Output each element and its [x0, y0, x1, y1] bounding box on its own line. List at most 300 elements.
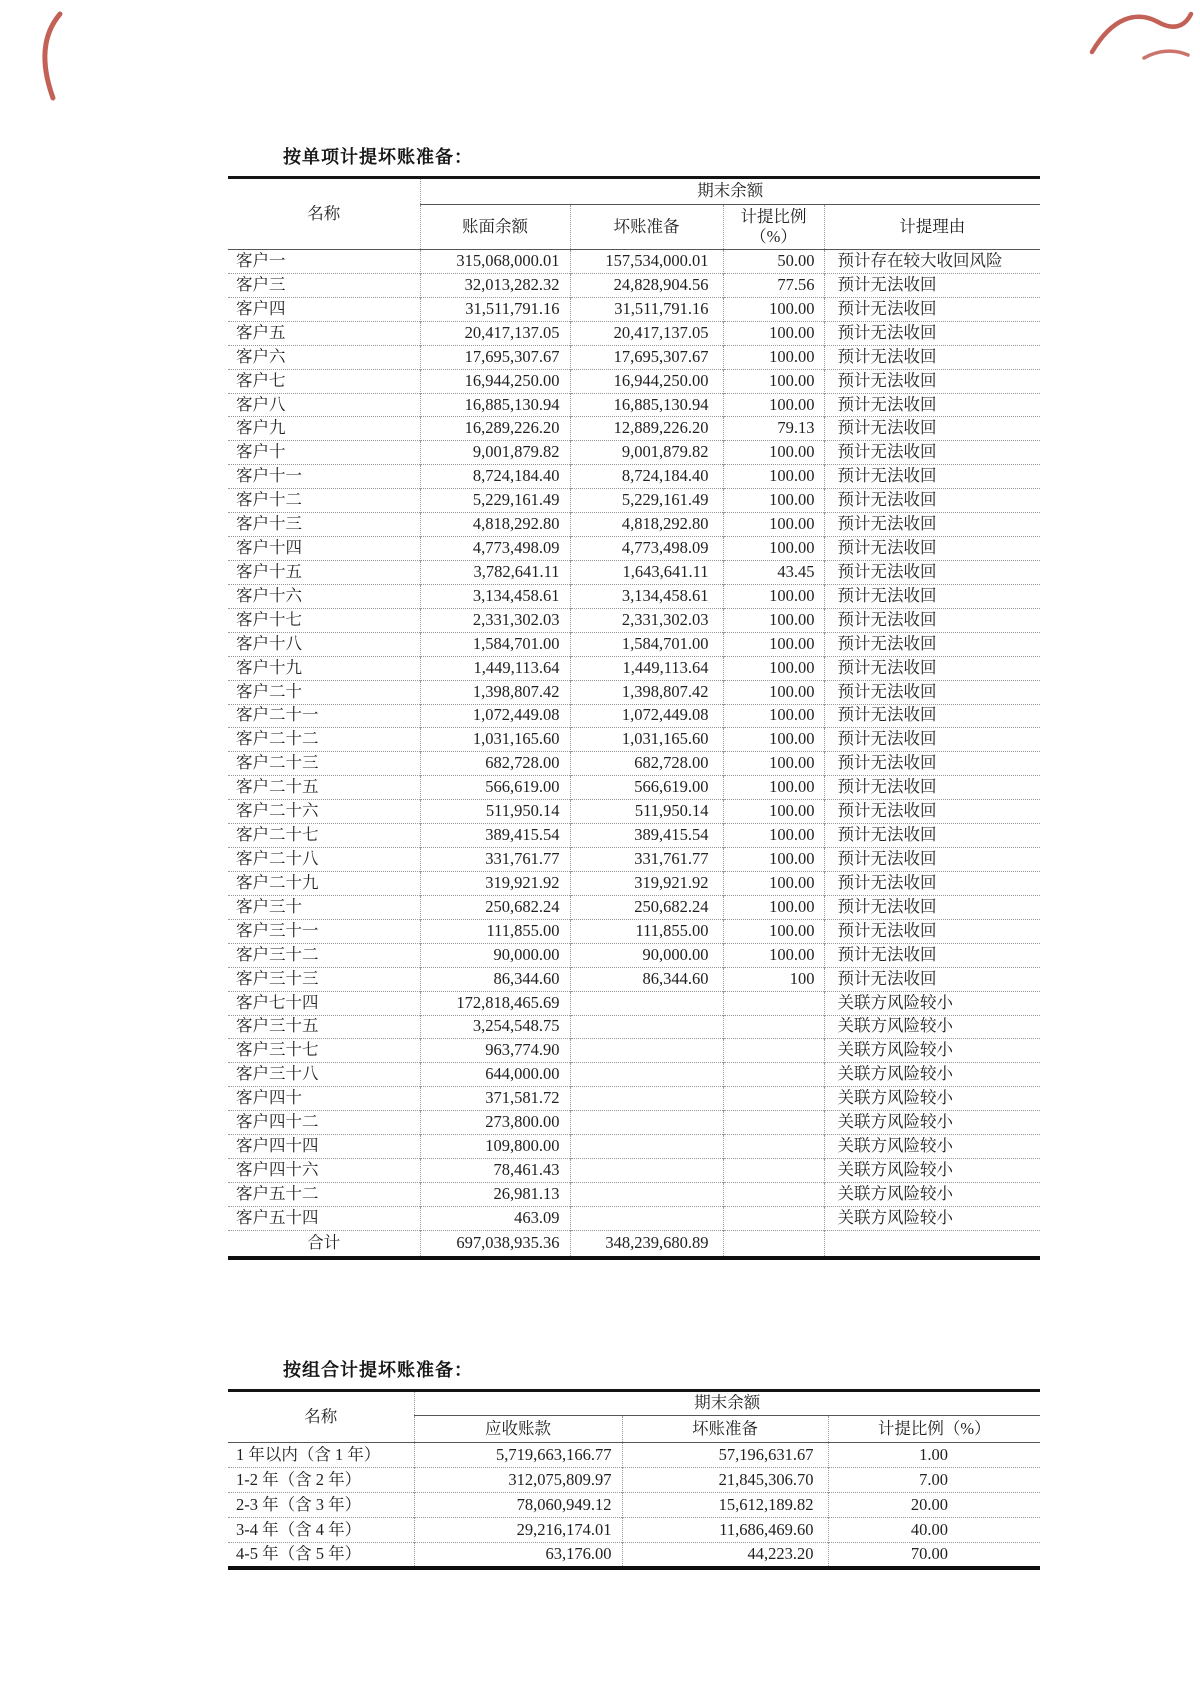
bad-debt-provision-cell: 17,695,307.67: [570, 345, 723, 369]
bad-debt-provision-cell: 31,511,791.16: [570, 297, 723, 321]
col-header-period-end-balance: 期末余额: [420, 178, 1040, 205]
customer-row: [228, 489, 1040, 513]
bad-debt-provision-cell: 3,134,458.61: [570, 584, 723, 608]
provision-reason-cell: 预计无法收回: [824, 943, 1040, 967]
customer-name-cell: 客户二十五: [228, 776, 420, 800]
bad-debt-provision-cell: 1,398,807.42: [570, 680, 723, 704]
bad-debt-provision-cell: [570, 991, 723, 1015]
bad-debt-provision-cell: 8,724,184.40: [570, 465, 723, 489]
customer-name-cell: 客户二十三: [228, 752, 420, 776]
bad-debt-provision-cell-2: 11,686,469.60: [622, 1518, 828, 1543]
book-balance-cell: 86,344.60: [420, 967, 570, 991]
customer-row: [228, 417, 1040, 441]
provision-ratio-cell: 100.00: [723, 632, 824, 656]
customer-row: [228, 1135, 1040, 1159]
provision-reason-cell: 预计无法收回: [824, 321, 1040, 345]
bad-debt-provision-cell: 566,619.00: [570, 776, 723, 800]
provision-ratio-cell: 100.00: [723, 537, 824, 561]
book-balance-cell: 319,921.92: [420, 871, 570, 895]
provision-reason-cell: 预计无法收回: [824, 537, 1040, 561]
customer-name-cell: 客户三十七: [228, 1039, 420, 1063]
book-balance-cell: 389,415.54: [420, 824, 570, 848]
bad-debt-provision-cell: 12,889,226.20: [570, 417, 723, 441]
provision-ratio-cell: 79.13: [723, 417, 824, 441]
book-balance-cell: 463.09: [420, 1206, 570, 1230]
customer-name-cell: 客户五十二: [228, 1182, 420, 1206]
provision-reason-cell: 预计无法收回: [824, 919, 1040, 943]
customer-row: [228, 1206, 1040, 1230]
book-balance-cell: 4,818,292.80: [420, 513, 570, 537]
provision-reason-cell: 预计无法收回: [824, 417, 1040, 441]
provision-reason-cell: 预计存在较大收回风险: [824, 250, 1040, 274]
customer-name-cell: 客户十: [228, 441, 420, 465]
provision-reason-cell: 关联方风险较小: [824, 1159, 1040, 1183]
provision-ratio-cell: [723, 1111, 824, 1135]
book-balance-cell: 566,619.00: [420, 776, 570, 800]
provision-ratio-cell: [723, 1039, 824, 1063]
book-balance-cell: 31,511,791.16: [420, 297, 570, 321]
customer-name-cell: 客户一: [228, 250, 420, 274]
book-balance-cell: 371,581.72: [420, 1087, 570, 1111]
provision-reason-cell: 预计无法收回: [824, 728, 1040, 752]
book-balance-cell: 250,682.24: [420, 895, 570, 919]
customer-name-cell: 客户十一: [228, 465, 420, 489]
provision-ratio-cell: 100.00: [723, 871, 824, 895]
provision-reason-cell: 预计无法收回: [824, 776, 1040, 800]
book-balance-cell: 3,254,548.75: [420, 1015, 570, 1039]
book-balance-cell: 644,000.00: [420, 1063, 570, 1087]
provision-ratio-cell: 100.00: [723, 465, 824, 489]
provision-reason-cell: 关联方风险较小: [824, 1135, 1040, 1159]
col-header-bad-debt-provision-2: 坏账准备: [622, 1416, 828, 1443]
provision-ratio-cell-2: 70.00: [828, 1543, 1040, 1568]
customer-row: [228, 967, 1040, 991]
bad-debt-provision-cell: 5,229,161.49: [570, 489, 723, 513]
customer-row: [228, 297, 1040, 321]
book-balance-cell: 682,728.00: [420, 752, 570, 776]
book-balance-cell: 26,981.13: [420, 1182, 570, 1206]
col-header-bad-debt-provision: 坏账准备: [570, 205, 723, 250]
bad-debt-provision-cell: 511,950.14: [570, 800, 723, 824]
individual-provision-table: [228, 176, 1040, 1260]
customer-name-cell: 客户十五: [228, 560, 420, 584]
customer-name-cell: 客户三十三: [228, 967, 420, 991]
provision-ratio-cell: 100.00: [723, 848, 824, 872]
customer-row: [228, 345, 1040, 369]
book-balance-cell: 78,461.43: [420, 1159, 570, 1183]
provision-ratio-cell: 43.45: [723, 560, 824, 584]
customer-row: [228, 656, 1040, 680]
provision-reason-cell: 预计无法收回: [824, 704, 1040, 728]
book-balance-cell: 1,449,113.64: [420, 656, 570, 680]
provision-ratio-cell: 100.00: [723, 608, 824, 632]
customer-name-cell: 客户二十九: [228, 871, 420, 895]
provision-ratio-cell: 100.00: [723, 393, 824, 417]
customer-row: [228, 1063, 1040, 1087]
provision-ratio-cell: 100.00: [723, 584, 824, 608]
provision-ratio-label-line1: 计提比例: [740, 207, 807, 227]
provision-ratio-cell-2: 20.00: [828, 1493, 1040, 1518]
customer-row: [228, 560, 1040, 584]
provision-ratio-cell: 100.00: [723, 489, 824, 513]
provision-ratio-cell: 100.00: [723, 728, 824, 752]
book-balance-cell: 315,068,000.01: [420, 250, 570, 274]
customer-row: [228, 537, 1040, 561]
provision-reason-cell: 关联方风险较小: [824, 1206, 1040, 1230]
aging-bucket-row: [228, 1543, 1040, 1568]
provision-reason-cell: 预计无法收回: [824, 895, 1040, 919]
provision-reason-cell: 预计无法收回: [824, 345, 1040, 369]
customer-name-cell: 客户二十七: [228, 824, 420, 848]
customer-row: [228, 848, 1040, 872]
provision-reason-cell: 预计无法收回: [824, 369, 1040, 393]
customer-name-cell: 客户三十一: [228, 919, 420, 943]
provision-ratio-cell: 100.00: [723, 321, 824, 345]
provision-reason-cell: 预计无法收回: [824, 800, 1040, 824]
col-header-provision-ratio: [723, 205, 824, 250]
customer-row: [228, 680, 1040, 704]
total-bad-debt-provision-cell: 348,239,680.89: [570, 1230, 723, 1258]
bad-debt-provision-cell: [570, 1206, 723, 1230]
accounts-receivable-cell: 312,075,809.97: [414, 1468, 622, 1493]
customer-name-cell: 客户三十: [228, 895, 420, 919]
col-header-book-balance: 账面余额: [420, 205, 570, 250]
book-balance-cell: 16,885,130.94: [420, 393, 570, 417]
provision-ratio-cell: 100.00: [723, 776, 824, 800]
bad-debt-provision-cell: [570, 1111, 723, 1135]
provision-ratio-cell: [723, 1135, 824, 1159]
provision-reason-cell: 关联方风险较小: [824, 1039, 1040, 1063]
book-balance-cell: 273,800.00: [420, 1111, 570, 1135]
customer-name-cell: 客户三十八: [228, 1063, 420, 1087]
bad-debt-provision-cell: 20,417,137.05: [570, 321, 723, 345]
provision-ratio-cell: 100.00: [723, 943, 824, 967]
bad-debt-provision-cell-2: 15,612,189.82: [622, 1493, 828, 1518]
col-header-aging-name: 名称: [228, 1391, 414, 1443]
customer-row: [228, 895, 1040, 919]
accounts-receivable-cell: 63,176.00: [414, 1543, 622, 1568]
aging-bucket-name-cell: 1 年以内（含 1 年）: [228, 1443, 414, 1468]
customer-name-cell: 客户四十: [228, 1087, 420, 1111]
customer-name-cell: 客户五十四: [228, 1206, 420, 1230]
provision-reason-cell: 预计无法收回: [824, 393, 1040, 417]
provision-ratio-cell-2: 40.00: [828, 1518, 1040, 1543]
bad-debt-provision-cell: 1,072,449.08: [570, 704, 723, 728]
bad-debt-provision-cell: 1,449,113.64: [570, 656, 723, 680]
provision-ratio-cell: 100.00: [723, 680, 824, 704]
provision-reason-cell: 预计无法收回: [824, 465, 1040, 489]
book-balance-cell: 109,800.00: [420, 1135, 570, 1159]
provision-ratio-cell: 100.00: [723, 656, 824, 680]
customer-name-cell: 客户十九: [228, 656, 420, 680]
customer-row: [228, 943, 1040, 967]
book-balance-cell: 1,072,449.08: [420, 704, 570, 728]
aging-bucket-row: [228, 1493, 1040, 1518]
provision-ratio-cell: 77.56: [723, 273, 824, 297]
provision-reason-cell: 预计无法收回: [824, 297, 1040, 321]
provision-reason-cell: 关联方风险较小: [824, 1015, 1040, 1039]
customer-row: [228, 752, 1040, 776]
col-header-provision-reason: 计提理由: [824, 205, 1040, 250]
provision-reason-cell: 预计无法收回: [824, 656, 1040, 680]
book-balance-cell: 331,761.77: [420, 848, 570, 872]
customer-name-cell: 客户十六: [228, 584, 420, 608]
aging-bucket-name-cell: 3-4 年（含 4 年）: [228, 1518, 414, 1543]
provision-ratio-cell: [723, 1159, 824, 1183]
section-title-individual-provision: 按单项计提坏账准备：: [283, 147, 473, 167]
customer-row: [228, 273, 1040, 297]
table1-header: [228, 178, 1040, 250]
customer-name-cell: 客户二十六: [228, 800, 420, 824]
provision-reason-cell: 预计无法收回: [824, 608, 1040, 632]
page-content: [228, 143, 1040, 1570]
bad-debt-provision-cell: 389,415.54: [570, 824, 723, 848]
total-row: [228, 1230, 1040, 1258]
bad-debt-provision-cell: 86,344.60: [570, 967, 723, 991]
bad-debt-provision-cell: 16,885,130.94: [570, 393, 723, 417]
provision-ratio-cell: 100.00: [723, 369, 824, 393]
customer-name-cell: 客户五: [228, 321, 420, 345]
col-header-accounts-receivable: 应收账款: [414, 1416, 622, 1443]
book-balance-cell: 963,774.90: [420, 1039, 570, 1063]
provision-reason-cell: 预计无法收回: [824, 752, 1040, 776]
provision-ratio-cell: [723, 1015, 824, 1039]
book-balance-cell: 32,013,282.32: [420, 273, 570, 297]
bad-debt-provision-cell: 682,728.00: [570, 752, 723, 776]
customer-name-cell: 客户十二: [228, 489, 420, 513]
accounts-receivable-cell: 5,719,663,166.77: [414, 1443, 622, 1468]
provision-ratio-cell: 100.00: [723, 895, 824, 919]
customer-row: [228, 632, 1040, 656]
book-balance-cell: 511,950.14: [420, 800, 570, 824]
provision-ratio-cell: 100.00: [723, 441, 824, 465]
book-balance-cell: 111,855.00: [420, 919, 570, 943]
provision-ratio-cell: [723, 1182, 824, 1206]
customer-name-cell: 客户十三: [228, 513, 420, 537]
aging-bucket-row: [228, 1468, 1040, 1493]
bad-debt-provision-cell-2: 21,845,306.70: [622, 1468, 828, 1493]
customer-row: [228, 465, 1040, 489]
aging-bucket-name-cell: 2-3 年（含 3 年）: [228, 1493, 414, 1518]
bad-debt-provision-cell: 4,773,498.09: [570, 537, 723, 561]
customer-name-cell: 客户二十一: [228, 704, 420, 728]
bad-debt-provision-cell: 9,001,879.82: [570, 441, 723, 465]
customer-name-cell: 客户十七: [228, 608, 420, 632]
customer-name-cell: 客户二十: [228, 680, 420, 704]
provision-reason-cell: 预计无法收回: [824, 489, 1040, 513]
provision-reason-cell: 预计无法收回: [824, 632, 1040, 656]
customer-name-cell: 客户十四: [228, 537, 420, 561]
aging-bucket-row: [228, 1443, 1040, 1468]
customer-row: [228, 1111, 1040, 1135]
customer-name-cell: 客户六: [228, 345, 420, 369]
provision-reason-cell: 关联方风险较小: [824, 1063, 1040, 1087]
customer-row: [228, 800, 1040, 824]
book-balance-cell: 16,289,226.20: [420, 417, 570, 441]
book-balance-cell: 5,229,161.49: [420, 489, 570, 513]
col-header-name: 名称: [228, 178, 420, 250]
customer-row: [228, 250, 1040, 274]
customer-row: [228, 871, 1040, 895]
total-book-balance-cell: 697,038,935.36: [420, 1230, 570, 1258]
book-balance-cell: 4,773,498.09: [420, 537, 570, 561]
bad-debt-provision-cell: 1,643,641.11: [570, 560, 723, 584]
accounts-receivable-cell: 29,216,174.01: [414, 1518, 622, 1543]
bad-debt-provision-cell-2: 57,196,631.67: [622, 1443, 828, 1468]
provision-reason-cell: 预计无法收回: [824, 680, 1040, 704]
customer-row: [228, 1159, 1040, 1183]
table2-header-row-1: [228, 1391, 1040, 1416]
book-balance-cell: 16,944,250.00: [420, 369, 570, 393]
provision-ratio-cell: 50.00: [723, 250, 824, 274]
provision-ratio-cell-2: 1.00: [828, 1443, 1040, 1468]
provision-reason-cell: 预计无法收回: [824, 441, 1040, 465]
provision-reason-cell: 关联方风险较小: [824, 1087, 1040, 1111]
book-balance-cell: 3,782,641.11: [420, 560, 570, 584]
bad-debt-provision-cell: 1,584,701.00: [570, 632, 723, 656]
bad-debt-provision-cell: 111,855.00: [570, 919, 723, 943]
provision-ratio-cell: 100.00: [723, 800, 824, 824]
customer-name-cell: 客户四: [228, 297, 420, 321]
customer-row: [228, 991, 1040, 1015]
customer-name-cell: 客户七: [228, 369, 420, 393]
bad-debt-provision-cell: 319,921.92: [570, 871, 723, 895]
customer-row: [228, 1015, 1040, 1039]
bad-debt-provision-cell: 90,000.00: [570, 943, 723, 967]
customer-name-cell: 客户八: [228, 393, 420, 417]
customer-row: [228, 393, 1040, 417]
total-label-cell: 合计: [228, 1230, 420, 1258]
bad-debt-provision-cell: 1,031,165.60: [570, 728, 723, 752]
provision-reason-cell: 关联方风险较小: [824, 1182, 1040, 1206]
provision-ratio-cell: 100.00: [723, 345, 824, 369]
bad-debt-provision-cell: 157,534,000.01: [570, 250, 723, 274]
bad-debt-provision-cell: [570, 1015, 723, 1039]
bad-debt-provision-cell: [570, 1182, 723, 1206]
customer-name-cell: 客户十八: [228, 632, 420, 656]
customer-row: [228, 321, 1040, 345]
customer-row: [228, 584, 1040, 608]
provision-ratio-label-line2: （%）: [750, 227, 797, 246]
provision-ratio-cell: 100: [723, 967, 824, 991]
bad-debt-provision-cell: 4,818,292.80: [570, 513, 723, 537]
customer-row: [228, 513, 1040, 537]
customer-row: [228, 369, 1040, 393]
bad-debt-provision-cell: [570, 1087, 723, 1111]
customer-row: [228, 1039, 1040, 1063]
total-provision-ratio-cell: [723, 1230, 824, 1258]
customer-name-cell: 客户九: [228, 417, 420, 441]
bad-debt-provision-cell: [570, 1063, 723, 1087]
provision-ratio-cell: 100.00: [723, 752, 824, 776]
aging-bucket-name-cell: 4-5 年（含 5 年）: [228, 1543, 414, 1568]
table1-header-row-1: [228, 178, 1040, 205]
book-balance-cell: 1,031,165.60: [420, 728, 570, 752]
book-balance-cell: 3,134,458.61: [420, 584, 570, 608]
bad-debt-provision-cell: 250,682.24: [570, 895, 723, 919]
provision-ratio-cell: [723, 991, 824, 1015]
book-balance-cell: 2,331,302.03: [420, 608, 570, 632]
book-balance-cell: 1,584,701.00: [420, 632, 570, 656]
provision-reason-cell: 预计无法收回: [824, 584, 1040, 608]
section-title-portfolio-provision: 按组合计提坏账准备：: [283, 1360, 473, 1381]
customer-row: [228, 824, 1040, 848]
book-balance-cell: 8,724,184.40: [420, 465, 570, 489]
total-provision-reason-cell: [824, 1230, 1040, 1258]
provision-ratio-cell: 100.00: [723, 704, 824, 728]
provision-reason-cell: 预计无法收回: [824, 513, 1040, 537]
bad-debt-provision-cell: [570, 1039, 723, 1063]
bad-debt-provision-cell: 2,331,302.03: [570, 608, 723, 632]
bad-debt-provision-cell: 331,761.77: [570, 848, 723, 872]
provision-reason-cell: 预计无法收回: [824, 871, 1040, 895]
bad-debt-provision-cell: 16,944,250.00: [570, 369, 723, 393]
customer-name-cell: 客户四十六: [228, 1159, 420, 1183]
book-balance-cell: 17,695,307.67: [420, 345, 570, 369]
col-header-period-end-balance-2: 期末余额: [414, 1391, 1040, 1416]
aging-bucket-row: [228, 1518, 1040, 1543]
provision-reason-cell: 关联方风险较小: [824, 1111, 1040, 1135]
customer-row: [228, 608, 1040, 632]
bad-debt-provision-cell: 24,828,904.56: [570, 273, 723, 297]
customer-name-cell: 客户三十五: [228, 1015, 420, 1039]
provision-ratio-cell: [723, 1087, 824, 1111]
book-balance-cell: 20,417,137.05: [420, 321, 570, 345]
provision-ratio-cell: [723, 1063, 824, 1087]
customer-name-cell: 客户四十二: [228, 1111, 420, 1135]
bad-debt-provision-cell: [570, 1159, 723, 1183]
col-header-provision-ratio-2: 计提比例（%）: [828, 1416, 1040, 1443]
provision-ratio-cell: 100.00: [723, 513, 824, 537]
book-balance-cell: 9,001,879.82: [420, 441, 570, 465]
customer-name-cell: 客户二十二: [228, 728, 420, 752]
customer-name-cell: 客户三: [228, 273, 420, 297]
customer-name-cell: 客户七十四: [228, 991, 420, 1015]
customer-row: [228, 441, 1040, 465]
red-pen-mark-left-icon: [28, 8, 80, 108]
provision-reason-cell: 关联方风险较小: [824, 991, 1040, 1015]
provision-ratio-cell: 100.00: [723, 824, 824, 848]
book-balance-cell: 90,000.00: [420, 943, 570, 967]
portfolio-provision-table: [228, 1389, 1040, 1570]
aging-bucket-name-cell: 1-2 年（含 2 年）: [228, 1468, 414, 1493]
book-balance-cell: 172,818,465.69: [420, 991, 570, 1015]
customer-row: [228, 1182, 1040, 1206]
provision-reason-cell: 预计无法收回: [824, 848, 1040, 872]
table2-header: [228, 1391, 1040, 1443]
customer-row: [228, 1087, 1040, 1111]
book-balance-cell: 1,398,807.42: [420, 680, 570, 704]
provision-ratio-cell: 100.00: [723, 297, 824, 321]
customer-row: [228, 776, 1040, 800]
provision-ratio-cell: [723, 1206, 824, 1230]
provision-reason-cell: 预计无法收回: [824, 273, 1040, 297]
customer-name-cell: 客户四十四: [228, 1135, 420, 1159]
customer-row: [228, 919, 1040, 943]
customer-row: [228, 704, 1040, 728]
bad-debt-provision-cell-2: 44,223.20: [622, 1543, 828, 1568]
customer-name-cell: 客户二十八: [228, 848, 420, 872]
red-pen-mark-right-icon: [1086, 2, 1196, 70]
accounts-receivable-cell: 78,060,949.12: [414, 1493, 622, 1518]
bad-debt-provision-cell: [570, 1135, 723, 1159]
provision-reason-cell: 预计无法收回: [824, 967, 1040, 991]
provision-ratio-cell-2: 7.00: [828, 1468, 1040, 1493]
provision-reason-cell: 预计无法收回: [824, 560, 1040, 584]
customer-name-cell: 客户三十二: [228, 943, 420, 967]
customer-row: [228, 728, 1040, 752]
provision-reason-cell: 预计无法收回: [824, 824, 1040, 848]
